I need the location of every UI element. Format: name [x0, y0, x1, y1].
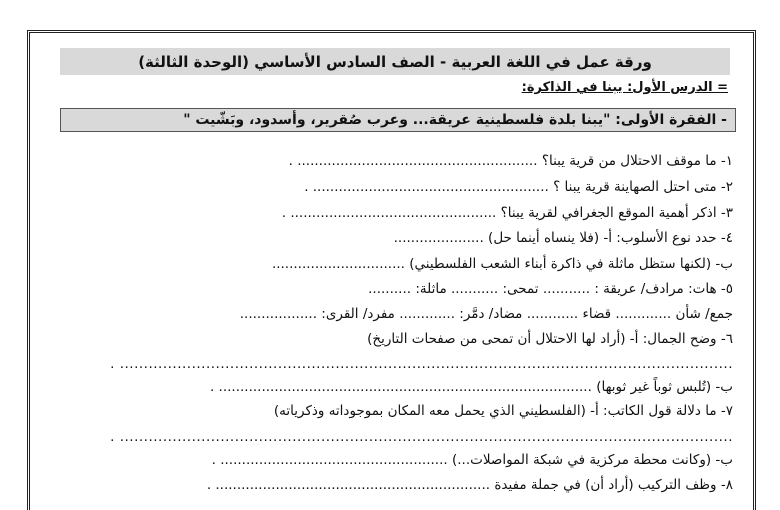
worksheet-title: ورقة عمل في اللغة العربية - الصف السادس الأساسي (الوحدة الثالثة): [60, 48, 730, 75]
question-4a: [394, 229, 733, 247]
answer-line: [110, 428, 733, 446]
answer-blank[interactable]: ....................................................................................... .: [209, 379, 592, 395]
question-text: ٨- وظف التركيب (أراد أن) في جملة مفيدة: [494, 477, 733, 493]
question-6a: [367, 330, 733, 348]
question-text: ٤- حدد نوع الأسلوب: أ- (فلا ينساه أينما حل): [488, 230, 733, 246]
question-3: [282, 204, 733, 222]
answer-blank[interactable]: .....................: [393, 230, 484, 246]
question-5: [368, 280, 733, 298]
answer-blank[interactable]: ...............................: [271, 256, 405, 272]
question-text: ٧- ما دلالة قول الكاتب: أ- (الفلسطيني الذي يحمل معه المكان بموجوداته وذكرياته): [273, 403, 733, 419]
question-text: ب- (وكانت محطة مركزية في شبكة المواصلات...): [451, 452, 733, 468]
question-text: ٦- وضح الجمال: أ- (أراد لها الاحتلال أن تمحى من صفحات التاريخ): [367, 331, 733, 347]
question-text: ب- (لكنها ستظل ماثلة في ذاكرة أبناء الشعب الفلسطيني): [409, 256, 733, 272]
question-7a: [274, 402, 733, 420]
question-5-continued: [240, 305, 733, 323]
question-4b: [272, 255, 733, 273]
question-8: [207, 476, 733, 494]
question-7b: [212, 451, 733, 469]
question-text: ٢- متى احتل الصهاينة قرية يبنا ؟: [553, 179, 733, 195]
answer-blank[interactable]: ..................................................... .: [211, 452, 448, 468]
question-text: ب- (تُلبس ثوباً غير ثوبها): [596, 379, 733, 395]
question-text: ٣- اذكر أهمية الموقع الجغرافي لقرية يبنا؟: [500, 205, 733, 221]
question-1: [289, 152, 733, 170]
answer-blank[interactable]: ....................................................... .: [304, 179, 549, 195]
answer-blank[interactable]: ................................................................................................................................ .: [110, 356, 733, 372]
question-text[interactable]: جمع/ شأن ............. قضاء ............ مضاد/ دمَّر: ............. مفرد/ القرى: ..................: [239, 306, 733, 322]
question-text[interactable]: ٥- هات: مرادف/ عريقة : ........... تمحى: ........... ماثلة: ..........: [368, 281, 733, 297]
answer-blank[interactable]: ................................................................ .: [206, 477, 491, 493]
question-2: [304, 178, 733, 196]
answer-line: [110, 355, 733, 373]
answer-blank[interactable]: ........................................................ .: [288, 153, 538, 169]
paragraph-heading: - الفقرة الأولى: "يبنا بلدة فلسطينية عريقة... وعرب صُقرير، وأسدود، وبَشّيت ": [60, 108, 736, 132]
answer-blank[interactable]: ................................................ .: [281, 205, 497, 221]
answer-blank[interactable]: ................................................................................................................................ .: [110, 429, 733, 445]
question-text: ١- ما موقف الاحتلال من قرية يبنا؟: [541, 153, 733, 169]
lesson-heading: = الدرس الأول: يبنا في الذاكرة:: [521, 80, 728, 95]
question-6b: [210, 378, 733, 396]
